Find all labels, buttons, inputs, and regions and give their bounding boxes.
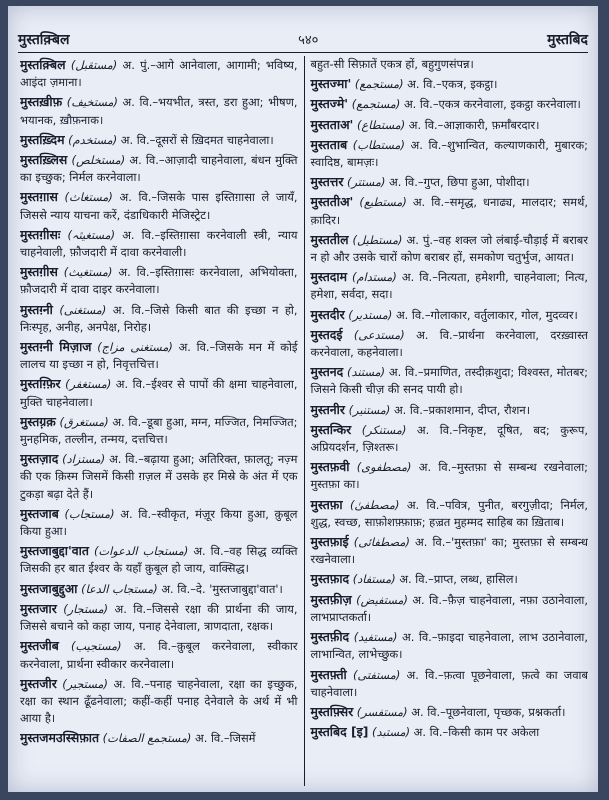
headword: मुस्तजाबुद्दा'वात bbox=[20, 543, 89, 559]
dictionary-entry bbox=[311, 458, 589, 493]
left-column bbox=[20, 56, 305, 786]
grammar-label: अ. वि. bbox=[389, 175, 418, 190]
definition: –मुस्तफ़ा से सम्बन्ध रखनेवाला; मुस्तफ़ा का। bbox=[310, 460, 588, 492]
left-guide-word: मुस्तक़्बिल bbox=[18, 31, 70, 48]
urdu-spelling: (مستزاد) bbox=[62, 452, 106, 467]
dictionary-entry bbox=[20, 450, 298, 503]
urdu-spelling: (مستجمع) bbox=[354, 77, 404, 92]
grammar-label: अ. वि. bbox=[161, 581, 191, 596]
definition: –वह शक्ल जो लंबाई-चौड़ाई में बराबर न हो और उसके चारों कोण बराबर हों, समकोण चतुर्भुज, आयत। bbox=[310, 232, 588, 265]
dictionary-entry bbox=[20, 413, 298, 448]
grammar-label: अ. वि. bbox=[399, 572, 429, 587]
dictionary-entry bbox=[20, 580, 298, 598]
definition: –'मुस्तफ़ा' का; मुस्तफ़ा से सम्बन्ध रखनेवाला। bbox=[310, 535, 588, 567]
headword: मुस्तताअ' bbox=[310, 116, 354, 132]
headword: मुस्तज़ाद bbox=[20, 451, 59, 467]
headword: मुस्तग़ीसः bbox=[20, 226, 61, 242]
right-guide-word: मुस्तबिद bbox=[547, 31, 588, 48]
urdu-spelling: (مستغفر) bbox=[65, 377, 112, 392]
headword: मुस्तग़ीस bbox=[20, 264, 58, 280]
definition: –जिसके मन में कोई लालच या इच्छा न हो, निवृत्तचित्त। bbox=[20, 340, 298, 372]
grammar-label: अ. वि. bbox=[119, 190, 152, 205]
urdu-spelling: (مستغاث) bbox=[64, 190, 113, 205]
definition: –जिसमें bbox=[223, 731, 256, 746]
urdu-spelling: (مستدیر) bbox=[348, 307, 393, 322]
urdu-spelling: (مستجیب) bbox=[70, 639, 122, 654]
definition: –दे. 'मुस्तजाबुद्दा'वात'। bbox=[190, 581, 283, 596]
dictionary-entry bbox=[20, 301, 298, 336]
headword: मुस्तनद bbox=[310, 364, 344, 380]
grammar-label: अ. वि. bbox=[401, 270, 433, 285]
dictionary-entry bbox=[311, 173, 589, 191]
dictionary-entry bbox=[20, 505, 298, 540]
grammar-label: अ. वि. bbox=[395, 307, 425, 322]
dictionary-entry bbox=[311, 268, 589, 303]
grammar-label: अ. वि. bbox=[195, 731, 224, 746]
headword: मुस्तत्तर bbox=[310, 174, 344, 190]
grammar-label: अ. वि. bbox=[413, 725, 443, 740]
definition: –किसी काम पर अकेला bbox=[442, 725, 540, 740]
dictionary-entry bbox=[20, 338, 298, 373]
dictionary-entry bbox=[20, 729, 298, 747]
definition: –गोलाकार, वर्तुलाकार, गोल, मुदव्वर। bbox=[424, 307, 578, 322]
headword: मुस्तदाम bbox=[310, 269, 347, 285]
definition: –फ़ाइदा चाहनेवाला, लाभ उठानेवाला, लाभान्वित, लाभेच्छुक। bbox=[310, 630, 588, 662]
urdu-spelling: (مستغنی) bbox=[59, 302, 107, 317]
dictionary-entry bbox=[20, 542, 298, 577]
urdu-spelling: (مستجمع الصفات) bbox=[102, 731, 192, 746]
grammar-label: अ. वि. bbox=[120, 132, 150, 147]
definition: –फ़त्वा पूछनेवाला, फ़त्वे का जवाब चाहनेवाला। bbox=[310, 667, 588, 699]
dictionary-entry bbox=[311, 723, 589, 741]
definition: –डूबा हुआ, मग्न, मज्जित, निमज्जित; मुनहमिक, तल्लीन, तन्मय, दत्तचित्त। bbox=[20, 414, 298, 447]
definition: –जिसे किसी बात की इच्छा न हो, निःस्पृह, अनीह, अनपेक्ष, निरोह। bbox=[20, 302, 298, 334]
headword: मुस्तजीर bbox=[20, 675, 57, 691]
definition: –गुप्त, छिपा हुआ, पोशीदा। bbox=[417, 175, 530, 190]
headword: मुस्तग़्नी मिज़ाज bbox=[20, 339, 92, 355]
grammar-label: अ. वि. bbox=[393, 402, 423, 417]
definition: –शुभान्वित, कल्याणकारी, मुबारक; स्वादिष्ठ, बामज़ः। bbox=[310, 137, 588, 170]
definition: –आज्ञाकारी, फ़र्माँबरदार। bbox=[437, 117, 540, 132]
grammar-label: अ. वि. bbox=[178, 340, 210, 355]
grammar-label: अ. वि. bbox=[133, 639, 172, 654]
grammar-label: अ. वि. bbox=[406, 667, 438, 682]
definition: –ईश्वर से पापों की क्षमा चाहनेवाला, मुक्ति चाहनेवाला। bbox=[20, 377, 298, 409]
grammar-label: अ. वि. bbox=[122, 227, 155, 242]
urdu-spelling: (مستطاب) bbox=[352, 137, 405, 152]
dictionary-entry bbox=[311, 496, 589, 531]
urdu-spelling: (مصطفوی) bbox=[356, 460, 412, 475]
dictionary-entry bbox=[311, 628, 589, 663]
headword: मुस्तफ़ाद bbox=[310, 571, 350, 587]
dictionary-entry bbox=[20, 131, 298, 149]
dictionary-entry bbox=[20, 151, 298, 186]
urdu-spelling: (مستغرق) bbox=[59, 414, 109, 429]
headword: मुस्तग़्नी bbox=[20, 301, 53, 317]
dictionary-page bbox=[8, 6, 598, 792]
definition: –समृद्ध, धनाढ्य, मालदार; समर्थ, क़ादिर। bbox=[310, 195, 588, 227]
headword: मुस्ततील bbox=[310, 231, 349, 247]
definition: –प्रार्थना करनेवाला, दरख़्वास्त करनेवाला, कहनेवाला। bbox=[310, 327, 588, 360]
definition: –एकत्र करनेवाला, इकट्ठा करनेवाला। bbox=[432, 97, 581, 112]
definition: –जिसके पास इस्तिग़ासा ले जायँ, जिससे न्याय याचना करें, दंडाधिकारी मेजिस्ट्रेट। bbox=[20, 190, 298, 222]
headword: मुस्ततीअ' bbox=[310, 194, 354, 210]
urdu-spelling: (مستدام) bbox=[352, 270, 397, 285]
urdu-spelling: (مستقبل) bbox=[70, 58, 118, 72]
dictionary-entry bbox=[20, 226, 298, 261]
dictionary-entry bbox=[311, 421, 589, 456]
headword: मुस्तज्मे' bbox=[310, 96, 349, 112]
headword: मुस्तजाबुद्दुआ bbox=[20, 580, 78, 596]
grammar-label: अ. वि. bbox=[412, 195, 445, 210]
definition: –प्रकाशमान, दीप्त, रौशन। bbox=[422, 402, 531, 417]
dictionary-entry bbox=[20, 600, 298, 635]
urdu-spelling: (مستفیض) bbox=[356, 592, 408, 607]
headword: मुस्तबिद [इ] bbox=[310, 724, 369, 740]
right-column bbox=[305, 56, 589, 786]
headword: मुस्तग़्फ़िर bbox=[20, 376, 61, 392]
headword: मुस्तफ़ा bbox=[310, 496, 343, 512]
headword: मुस्तजाब bbox=[20, 505, 59, 521]
headword: मुस्तज्मा' bbox=[310, 76, 352, 92]
dictionary-entry bbox=[311, 231, 589, 266]
urdu-spelling: (مستجار) bbox=[63, 601, 109, 616]
urdu-spelling: (مستتر) bbox=[347, 175, 386, 190]
grammar-label: अ. वि. bbox=[114, 601, 147, 616]
urdu-spelling: (مستغیث) bbox=[63, 265, 113, 280]
dictionary-entry bbox=[311, 666, 589, 701]
urdu-spelling: (مستفاد) bbox=[352, 572, 396, 587]
grammar-label: अ. वि. bbox=[415, 535, 446, 550]
headword: मुस्तन्किर bbox=[310, 421, 352, 437]
definition: –इस्तिग़ासः करनेवाला, अभियोक्ता, फ़ौजदारी में दावा दाइर करनेवाला। bbox=[20, 265, 298, 297]
headword: मुस्तदई bbox=[310, 326, 343, 342]
urdu-spelling: (مستنکر) bbox=[361, 422, 407, 437]
urdu-spelling: (مستجاب الدعا) bbox=[81, 581, 158, 596]
urdu-spelling: (مستخدم) bbox=[68, 132, 118, 147]
dictionary-entry bbox=[311, 95, 589, 113]
grammar-label: अ. वि. bbox=[416, 327, 453, 342]
dictionary-entry bbox=[311, 703, 589, 721]
entry-continuation bbox=[311, 56, 589, 73]
urdu-spelling: (مستفتی) bbox=[352, 667, 401, 682]
urdu-spelling: (مستفسر) bbox=[356, 704, 408, 719]
headword: मुस्तफ़्सिर bbox=[310, 703, 354, 719]
urdu-spelling: (مستخلص) bbox=[71, 153, 126, 168]
urdu-spelling: (مستجیر) bbox=[62, 676, 108, 691]
definition: –नित्यता, हमेशगी, चाहनेवाला; नित्य, हमेशा, सर्वदा, सदा। bbox=[310, 270, 588, 302]
urdu-spelling: (مستطاع) bbox=[356, 117, 406, 132]
headword: मुस्तफ़ीज़ bbox=[310, 591, 352, 607]
dictionary-entry bbox=[311, 75, 589, 93]
urdu-spelling: (مستغیثہ) bbox=[67, 227, 116, 242]
urdu-spelling: (مستغنی مزاج) bbox=[97, 340, 173, 355]
grammar-label: अ. वि. bbox=[406, 497, 440, 512]
grammar-label: अ. वि. bbox=[115, 377, 146, 392]
dictionary-entry bbox=[311, 136, 589, 171]
definition: –भयभीत, त्रस्त, डरा हुआ; भीषण, भयानक, ख़ौफ़नाक। bbox=[20, 95, 298, 127]
grammar-label: अ. वि. bbox=[129, 153, 159, 168]
dictionary-entry bbox=[20, 93, 298, 128]
urdu-spelling: (مستبد) bbox=[372, 725, 411, 740]
definition: –निकृष्ट, दूषित, बद; कुरूप, अप्रियदर्शन, ज़िश्तरू। bbox=[310, 422, 588, 455]
dictionary-entry bbox=[20, 637, 298, 672]
dictionary-entry bbox=[20, 263, 298, 298]
headword: मुस्तजार bbox=[20, 600, 57, 616]
definition: बहुत-सी सिफ़ातें एकत्र हों, बहुगुणसंपन्न। bbox=[310, 57, 474, 71]
definition: –आज़ादी चाहनेवाला, बंधन मुक्ति का इच्छुक; निर्मल करनेवाला। bbox=[20, 153, 298, 185]
grammar-label: अ. वि. bbox=[112, 414, 142, 429]
grammar-label: अ. वि. bbox=[120, 506, 152, 521]
grammar-label: अ. वि. bbox=[112, 302, 145, 317]
dictionary-entry bbox=[20, 675, 298, 728]
urdu-spelling: (مستنیر) bbox=[348, 402, 391, 417]
definition: –पवित्र, पुनीत, बरगुज़ीदा; निर्मल, शुद्ध, स्वच्छ, साफ़ोशफ़्फ़ाफ़; हज़्रत मुहम्मद साहिब का ख़िताब। bbox=[310, 497, 588, 529]
grammar-label: अ. वि. bbox=[402, 630, 432, 645]
urdu-spelling: (مستدعی) bbox=[353, 327, 405, 342]
page-header bbox=[18, 26, 588, 53]
page-number: ५४० bbox=[298, 33, 319, 48]
urdu-spelling: (مستطیل) bbox=[352, 232, 403, 247]
grammar-label: अ. वि. bbox=[122, 95, 153, 110]
headword: मुस्तजमउस्सिफ़ात bbox=[20, 730, 100, 746]
headword: मुस्तनीर bbox=[310, 401, 345, 417]
definition: –इस्तिग़ासा करनेवाली स्त्री, न्याय चाहनेवाली, फ़ौजदारी में दावा करनेवाली। bbox=[20, 227, 298, 260]
headword: मुस्तफ़वी bbox=[310, 459, 350, 475]
urdu-spelling: (مستجاب الدعوات) bbox=[93, 544, 189, 559]
grammar-label: अ. वि. bbox=[418, 460, 452, 475]
grammar-label: अ. वि. bbox=[118, 265, 150, 280]
definition: –प्रमाणित, तस्दीक़शुदा; विश्वस्त, मोतबर; जिसने किसी चीज़ की सनद पायी हो। bbox=[310, 365, 588, 397]
headword: मुस्तताब bbox=[310, 136, 348, 152]
dictionary-entry bbox=[20, 375, 298, 410]
dictionary-entry bbox=[311, 116, 589, 134]
urdu-spelling: (مستفید) bbox=[353, 630, 398, 645]
dictionary-entry bbox=[311, 401, 589, 419]
grammar-label: अ. वि. bbox=[113, 676, 145, 691]
headword: मुस्तख़्दिम bbox=[20, 131, 65, 147]
grammar-label: अ. पुं. bbox=[406, 232, 433, 247]
grammar-label: अ. वि. bbox=[109, 452, 139, 467]
dictionary-entry bbox=[20, 56, 298, 91]
definition: –क़ुबूल करनेवाला, स्वीकार करनेवाला, प्रार्थना स्वीकार करनेवाला। bbox=[20, 639, 298, 671]
headword: मुस्तग़्रक़ bbox=[20, 413, 56, 429]
headword: मुस्तफ़ाई bbox=[310, 534, 349, 550]
grammar-label: अ. वि. bbox=[411, 704, 441, 719]
headword: मुस्तग़ास bbox=[20, 189, 58, 205]
grammar-label: अ. वि. bbox=[193, 544, 224, 559]
urdu-spelling: (مستند) bbox=[347, 365, 386, 380]
urdu-spelling: (مصطفائی) bbox=[353, 535, 410, 550]
definition: –स्वीकृत, मंज़ूर किया हुआ, क़ुबूल किया हुआ। bbox=[20, 506, 298, 539]
dictionary-entry bbox=[311, 591, 589, 626]
headword: मुस्तक़्बिल bbox=[20, 57, 66, 72]
urdu-spelling: (مستخیف) bbox=[66, 95, 118, 110]
definition: –फ़ैज़ चाहनेवाला, नफ़ा उठानेवाला, लाभप्राप्तकर्ता। bbox=[310, 592, 588, 624]
headword: मुस्तफ़्ती bbox=[310, 666, 347, 682]
grammar-label: अ. वि. bbox=[410, 137, 442, 152]
definition: –आगे आनेवाला, आगामी; भविष्य, आइंदा ज़माना। bbox=[20, 58, 298, 90]
columns bbox=[20, 56, 588, 786]
definition: –वह सिद्ध व्यक्ति जिसकी हर बात ईश्वर के यहाँ क़ुबूल हो जाय, वाक्सिद्ध। bbox=[20, 544, 298, 576]
dictionary-entry bbox=[311, 326, 589, 361]
grammar-label: अ. पुं. bbox=[122, 58, 151, 72]
grammar-label: अ. वि. bbox=[416, 422, 453, 437]
grammar-label: अ. वि. bbox=[408, 117, 438, 132]
dictionary-entry bbox=[311, 570, 589, 588]
dictionary-entry bbox=[311, 533, 589, 568]
headword: मुस्तख़्लिस bbox=[20, 152, 68, 168]
definition: –जिससे रक्षा की प्रार्थना की जाय, जिससे बचाने को कहा जाय, पनाह देनेवाला, त्राणदाता, रक्षक। bbox=[20, 601, 298, 634]
dictionary-entry bbox=[311, 306, 589, 324]
definition: –प्राप्त, लब्ध, हासिल। bbox=[428, 572, 518, 587]
grammar-label: अ. वि. bbox=[403, 97, 433, 112]
grammar-label: अ. वि. bbox=[407, 77, 437, 92]
grammar-label: अ. वि. bbox=[388, 365, 418, 380]
definition: –बढ़ाया हुआ; अतिरिक्त, फ़ालतू; नज़्म की एक क़िस्म जिसमें किसी ग़ज़ल में उसके हर मिस्रे के अंत में एक टुकड़ा बढ़ा देते हैं। bbox=[20, 452, 298, 501]
dictionary-entry bbox=[311, 363, 589, 398]
urdu-spelling: (مستجاب) bbox=[64, 506, 115, 521]
definition: –दूसरों से ख़िदमत चाहनेवाला। bbox=[149, 132, 274, 147]
urdu-spelling: (مستجمع) bbox=[351, 97, 401, 112]
dictionary-entry bbox=[20, 188, 298, 223]
definition: –पनाह चाहनेवाला, रक्षा का इच्छुक, रक्षा का स्थान ढूँढनेवाला; कहीं-कहीं पनाह देनेवाले के अर्थ में भी आया है। bbox=[20, 676, 298, 726]
headword: मुस्तजीब bbox=[20, 638, 59, 654]
headword: मुस्तख़ीफ़ bbox=[20, 94, 63, 110]
headword: मुस्तफ़ीद bbox=[310, 629, 350, 645]
headword: मुस्तदीर bbox=[310, 306, 345, 322]
urdu-spelling: (مستطیع) bbox=[359, 195, 407, 210]
dictionary-entry bbox=[311, 193, 589, 228]
definition: –पूछनेवाला, पृच्छक, प्रश्नकर्ता। bbox=[440, 704, 566, 719]
definition: –एकत्र, इकट्ठा। bbox=[436, 77, 498, 92]
urdu-spelling: (مصطفیٰ) bbox=[349, 497, 400, 512]
grammar-label: अ. वि. bbox=[412, 592, 442, 607]
